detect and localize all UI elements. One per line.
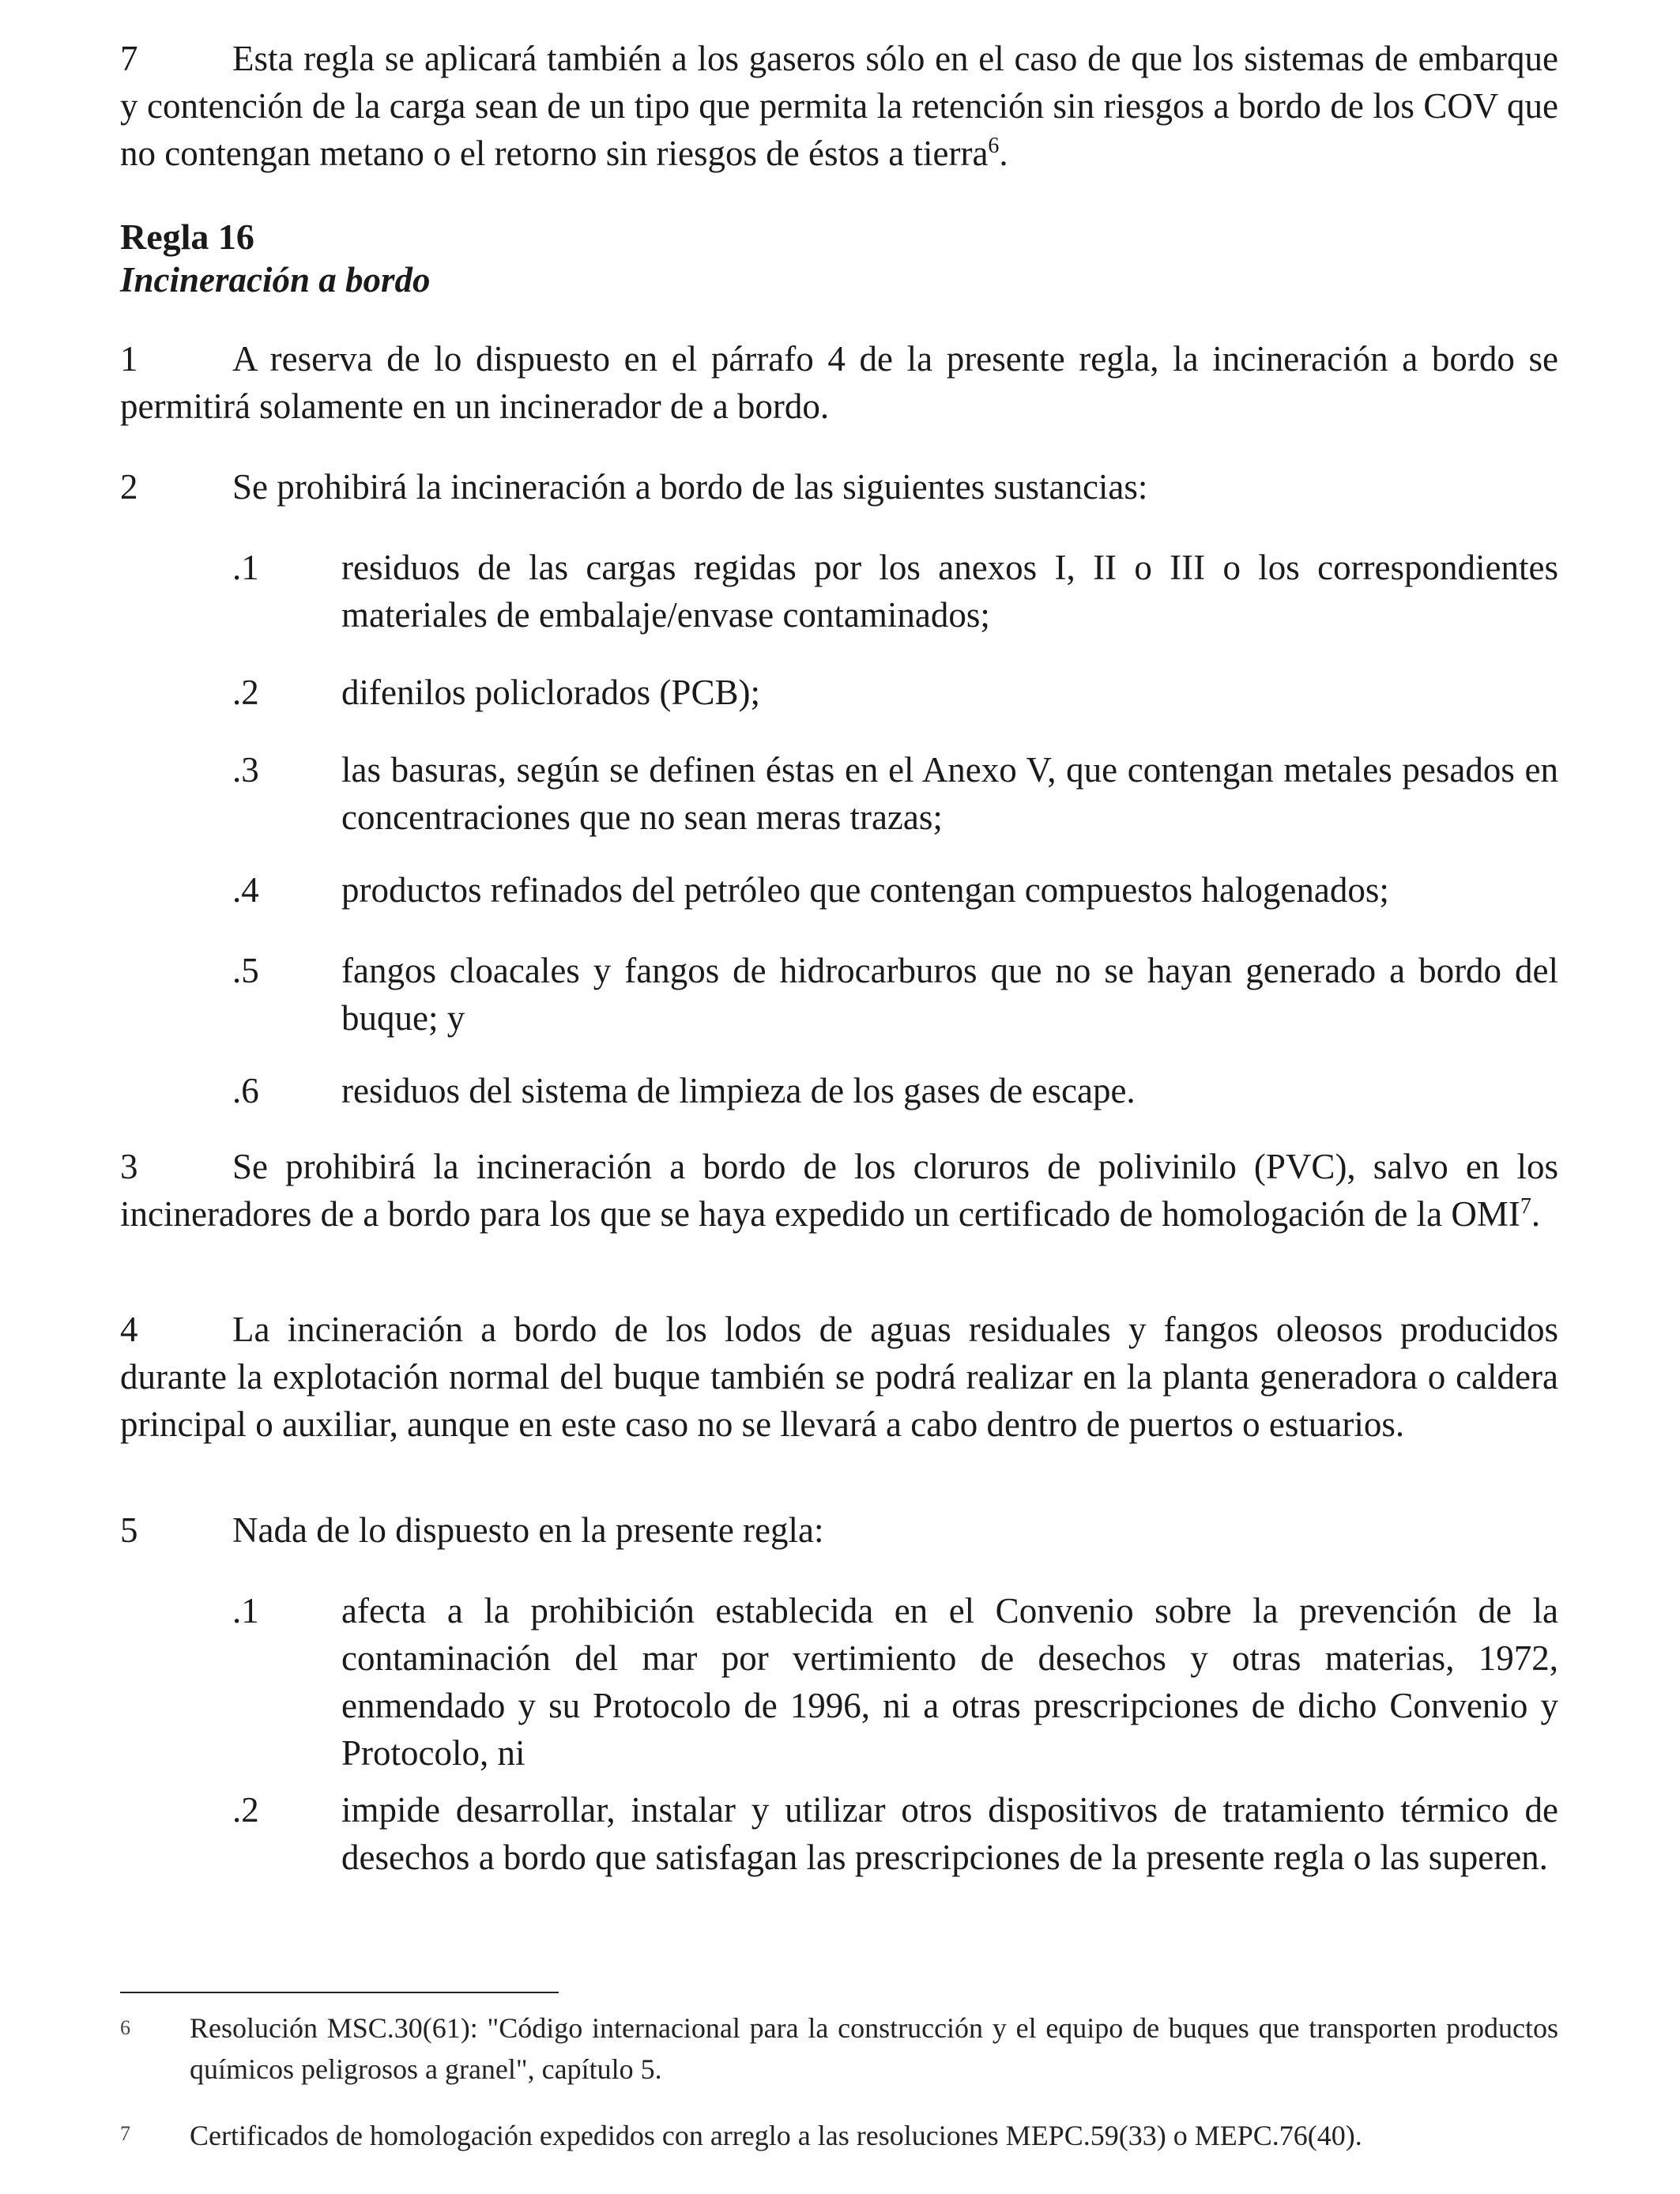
list-item-text: productos refinados del petróleo que contengan compuestos halogenados;: [341, 870, 1389, 910]
paragraph-5-text: Nada de lo dispuesto en la presente regla:: [232, 1510, 824, 1550]
footnote-text: Certificados de homologación expedidos con arreglo a las resoluciones MEPC.59(33) o MEPC.76(40).: [190, 2120, 1362, 2151]
list-item-number: .3: [232, 750, 259, 790]
footnote-ref-7: 7: [1520, 1194, 1531, 1219]
list-item-number: .1: [232, 548, 259, 587]
list-item-text: las basuras, según se definen éstas en el Anexo V, que contengan metales pesados en concentraciones que no sean meras trazas;: [341, 750, 1558, 837]
footnote-text: Resolución MSC.30(61): "Código internacional para la construcción y el equipo de buques que transporten productos químicos peligrosos a granel", capítulo 5.: [190, 2012, 1558, 2085]
paragraph-5-number: 5: [120, 1510, 138, 1550]
paragraph-7: [120, 35, 1558, 177]
footnote-separator: [120, 1992, 559, 1993]
footnote-ref-6: 6: [988, 134, 1000, 158]
list-item-number: .2: [232, 1790, 259, 1830]
list-item-number: .1: [232, 1591, 259, 1630]
paragraph-3-number: 3: [120, 1147, 138, 1186]
list-item-text: fangos cloacales y fangos de hidrocarburos que no se hayan generado a bordo del buque; y: [341, 951, 1558, 1038]
paragraph-1-number: 1: [120, 339, 138, 379]
paragraph-4-text: La incineración a bordo de los lodos de aguas residuales y fangos oleosos producidos durante la explotación normal del buque también se podrá realizar en la planta generadora o caldera principal o auxiliar, aunque en este caso no se llevará a cabo dentro de puertos o estuarios.: [120, 1310, 1558, 1444]
list-item-number: .2: [232, 673, 259, 712]
list-item-text: afecta a la prohibición establecida en el Convenio sobre la prevención de la contaminación del mar por vertimiento de desechos y otras materias, 1972, enmendado y su Protocolo de 1996, ni a otras prescripciones de dicho Convenio y Protocolo, ni: [341, 1591, 1558, 1773]
list-item-text: residuos de las cargas regidas por los anexos I, II o III o los correspondientes materiales de embalaje/envase contaminados;: [341, 548, 1558, 635]
list-item-text: residuos del sistema de limpieza de los gases de escape.: [341, 1071, 1136, 1110]
footnote-number: 6: [120, 2016, 130, 2039]
paragraph-7-number: 7: [120, 39, 138, 78]
paragraph-2-number: 2: [120, 467, 138, 507]
paragraph-3: [120, 1143, 1558, 1238]
rule-title: Regla 16: [120, 217, 254, 257]
list-item-text: impide desarrollar, instalar y utilizar otros dispositivos de tratamiento térmico de desechos a bordo que satisfagan las prescripciones de la presente regla o las superen.: [341, 1790, 1558, 1877]
list-item-number: .5: [232, 951, 259, 990]
paragraph-3-text: Se prohibirá la incineración a bordo de los cloruros de polivinilo (PVC), salvo en los incineradores de a bordo para los que se haya expedido un certificado de homologación de la OMI: [120, 1147, 1558, 1234]
paragraph-4-number: 4: [120, 1310, 138, 1349]
paragraph-1-text: A reserva de lo dispuesto en el párrafo 4 de la presente regla, la incineración a bordo se permitirá solamente en un incinerador de a bordo.: [120, 339, 1558, 426]
paragraph-3-end: .: [1531, 1194, 1541, 1234]
paragraph-7-text: Esta regla se aplicará también a los gaseros sólo en el caso de que los sistemas de embarque y contención de la carga sean de un tipo que permita la retención sin riesgos a bordo de los COV que no contengan metano o el retorno sin riesgos de éstos a tierra: [120, 39, 1558, 173]
paragraph-7-end: .: [999, 134, 1008, 173]
paragraph-2-text: Se prohibirá la incineración a bordo de las siguientes sustancias:: [232, 467, 1148, 507]
list-item-number: .4: [232, 870, 259, 910]
rule-subtitle: Incineración a bordo: [120, 260, 431, 300]
footnote-number: 7: [120, 2122, 130, 2145]
list-item-number: .6: [232, 1071, 259, 1110]
list-item-text: difenilos policlorados (PCB);: [341, 673, 760, 712]
